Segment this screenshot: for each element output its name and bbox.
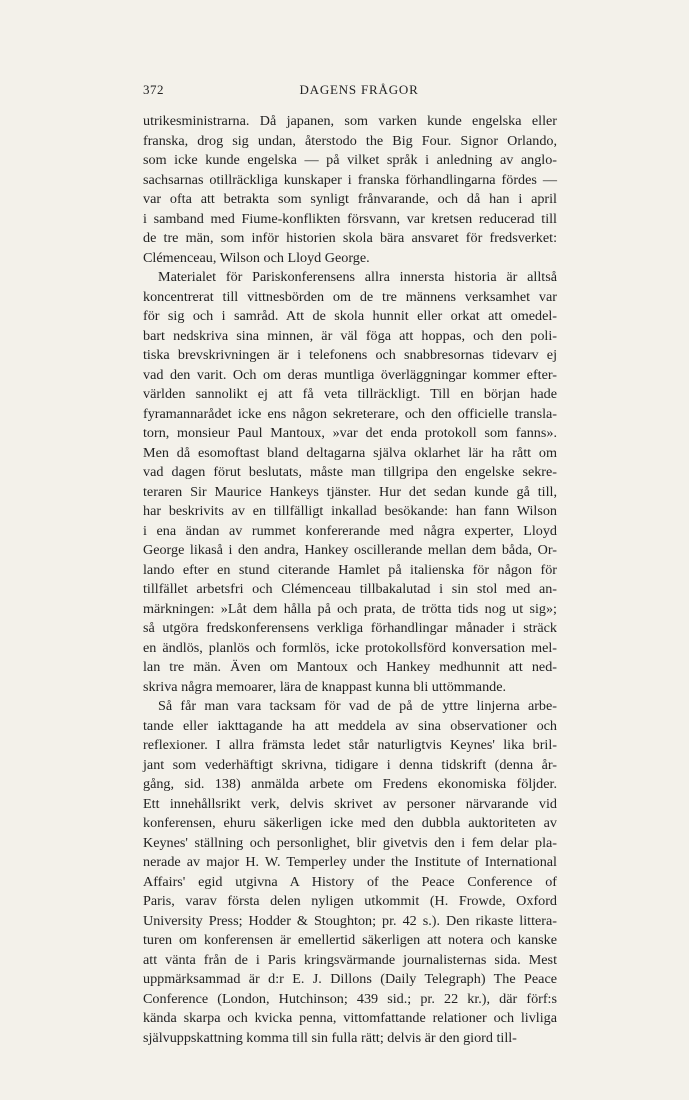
text-line: i ena ändan av rummet konfererande med några experter, Lloyd bbox=[143, 522, 557, 539]
text-line: nerade av major H. W. Temperley under the Institute of International bbox=[143, 854, 557, 870]
text-line: koncentrerat till vittnesbörden om de tre männens verksamhet var bbox=[143, 288, 557, 305]
text-line: att vänta från de i Paris kringsvärmande journalisternas sida. Mest bbox=[143, 951, 557, 968]
running-title: DAGENS FRÅGOR bbox=[299, 82, 419, 97]
text-line: George likaså i den andra, Hankey oscillerande mellan dem båda, Or- bbox=[143, 542, 557, 558]
text-line: Keynes' ställning och personlighet, blir givetvis den i fem delar pla- bbox=[143, 834, 557, 851]
text-line: Conference (London, Hutchinson; 439 sid.; pr. 22 kr.), där förf:s bbox=[143, 990, 557, 1007]
text-line: franska, drog sig undan, återstodo the Big Four. Signor Orlando, bbox=[143, 132, 557, 149]
text-line: lan tre män. Även om Mantoux och Hankey medhunnit att ned- bbox=[143, 659, 557, 675]
text-line: lando efter en stund citerande Hamlet på italienska för någon för bbox=[143, 561, 557, 578]
text-line: sachsarnas otillräckliga kunskaper i franska förhandlingarna fördes — bbox=[143, 171, 557, 188]
text-line: turen om konferensen är emellertid säkerligen att notera och kanske bbox=[143, 932, 557, 948]
text-line: Clémenceau, Wilson och Lloyd George. bbox=[143, 249, 370, 266]
text-line: vad dagen förut beslutats, måste man tillgripa den engelske sekre- bbox=[143, 464, 557, 480]
text-line: teraren Sir Maurice Hankeys tjänster. Hur det sedan kunde gå till, bbox=[143, 483, 557, 500]
paragraph-3 bbox=[143, 697, 557, 1048]
text-line: fyramannarådet icke ens någon sekreterare, och den officielle transla- bbox=[143, 405, 557, 422]
text-line: Affairs' egid utgivna A History of the Peace Conference of bbox=[143, 873, 557, 890]
text-line: Paris, varav första delen nyligen utkommit (H. Frowde, Oxford bbox=[143, 893, 557, 909]
text-line: var ofta att betrakta som synligt frånvarande, och då han i april bbox=[143, 191, 557, 207]
text-line: tande eller iakttagande ha att meddela av sina observationer och bbox=[143, 717, 557, 734]
text-line: som icke kunde engelska — på vilket språk i anledning av anglo- bbox=[143, 152, 557, 168]
text-line: kända skarpa och kvicka penna, vittomfattande relationer och livliga bbox=[143, 1010, 557, 1026]
text-line: märkningen: »Låt dem hålla på och prata, de trötta tids nog ut sig»; bbox=[143, 600, 557, 617]
text-line: vad den varit. Och om deras muntliga överläggningar kommer efter- bbox=[143, 366, 557, 383]
paragraph-1 bbox=[143, 112, 557, 268]
text-line: utrikesministrarna. Då japanen, som varken kunde engelska eller bbox=[143, 113, 557, 129]
text-line: torn, monsieur Paul Mantoux, »var det enda protokoll som fanns». bbox=[143, 425, 557, 441]
text-line: har beskrivits av en tillfälligt inkallad besökande: han fann Wilson bbox=[143, 503, 557, 519]
text-line: reflexioner. I allra främsta ledet står naturligtvis Keynes' lika bril- bbox=[143, 737, 557, 753]
text-line: bart nedskriva sina minnen, är väl föga att hoppas, och den poli- bbox=[143, 327, 557, 344]
text-line: för sig och i samråd. Att de skola hunnit eller orkat att omedel- bbox=[143, 308, 557, 324]
text-line: Men då esomoftast bland deltagarna själva oklarhet lär ha rått om bbox=[143, 444, 557, 461]
text-line: uppmärksammad är d:r E. J. Dillons (Daily Telegraph) The Peace bbox=[143, 971, 557, 987]
page-header bbox=[143, 82, 557, 102]
text-line: Så får man vara tacksam för vad de på de yttre linjerna arbe- bbox=[158, 698, 557, 714]
text-line: i samband med Fiume-konflikten försvann, var kretsen reducerad till bbox=[143, 210, 557, 227]
page-number: 372 bbox=[143, 82, 164, 97]
text-line: tillfället arbetsfri och Clémenceau tillbakalutad i sin stol med an- bbox=[143, 581, 557, 597]
text-line: konferensen, ehuru säkerligen icke med den dubbla auktoriteten av bbox=[143, 815, 557, 831]
text-line: skriva några memoarer, lära de knappast kunna bli uttömmande. bbox=[143, 678, 507, 695]
text-line: Materialet för Pariskonferensens allra innersta historia är alltså bbox=[158, 269, 557, 285]
text-line: jant som vederhäftigt skrivna, tidigare i denna tidskrift (denna år- bbox=[143, 756, 557, 773]
text-line: University Press; Hodder & Stoughton; pr. 42 s.). Den rikaste littera- bbox=[143, 912, 557, 929]
text-line: de tre män, som inför historien skola bära ansvaret för fredsverket: bbox=[143, 230, 557, 246]
text-line: världen sannolikt ej att få veta tillräckligt. Till en början hade bbox=[143, 386, 557, 402]
text-line: gång, sid. 138) anmälda arbete om Fredens ekonomiska följder. bbox=[143, 776, 557, 792]
text-line: Ett innehållsrikt verk, delvis skrivet av personer närvarande vid bbox=[143, 795, 557, 812]
body-text bbox=[143, 112, 557, 1048]
text-line: självuppskattning komma till sin fulla rätt; delvis är den giord till- bbox=[143, 1029, 517, 1046]
text-line: tiska brevskrivningen är i telefonens och snabbresornas tidevarv ej bbox=[143, 347, 557, 363]
text-line: en ändlös, planlös och formlös, icke protokollsförd konversation mel- bbox=[143, 639, 557, 656]
text-line: så utgöra fredskonferensens verkliga förhandlingar månader i sträck bbox=[143, 620, 557, 636]
paragraph-2 bbox=[143, 268, 557, 697]
